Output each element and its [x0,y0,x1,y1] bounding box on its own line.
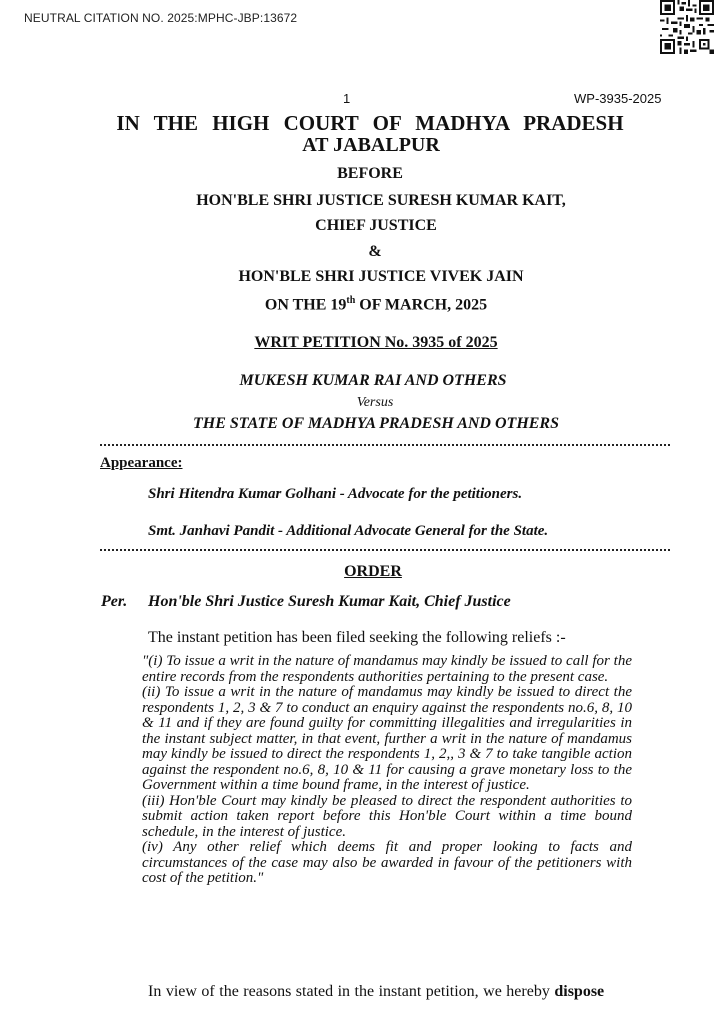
page-number: 1 [343,91,351,106]
relief-item: (iv) Any other relief which deems fit and proper looking to facts and circumstances of the case may also be awarded in favour of the petitioners with cost of the petition." [142,839,632,886]
date-superscript: th [346,295,356,306]
appearance-heading: Appearance: [100,455,183,471]
case-reference: WP-3935-2025 [574,91,662,106]
neutral-citation: NEUTRAL CITATION NO. 2025:MPHC-JBP:13672 [24,11,298,25]
relief-item: (iii) Hon'ble Court may kindly be pleased to direct the respondent authorities to submit action taken report before this Hon'ble Court within a time bound schedule, in the interest of justice. [142,792,632,840]
closing-bold-word: dispose [554,983,605,1000]
petitioner-name: MUKESH KUMAR RAI AND OTHERS [239,372,507,389]
date-suffix: OF MARCH, 2025 [355,296,488,314]
judge-1-title: CHIEF JUSTICE [315,217,437,234]
case-title: WRIT PETITION No. 3935 of 2025 [254,334,498,351]
respondent-name: THE STATE OF MADHYA PRADESH AND OTHERS [192,415,559,432]
per-judge: Hon'ble Shri Justice Suresh Kumar Kait, Chief Justice [148,593,511,610]
dotted-divider [100,549,670,551]
ampersand: & [368,243,382,260]
hearing-date [13,295,726,314]
closing-text: In view of the reasons stated in the instant petition, we hereby [148,983,555,1000]
judge-1-name: HON'BLE SHRI JUSTICE SURESH KUMAR KAIT, [196,192,566,209]
relief-item: (ii) To issue a writ in the nature of mandamus may kindly be issued to direct the respondents 1, 2, 3 & 7 to conduct an enquiry against the respondents no.6, 8, 10 & 11 and if they are found guilty for committing illegalities and irregularities in the instant subject matter, in that event, further a writ in the nature of mandamus may kindly be issued to direct the respondents 1, 2,, 3 & 7 to take tangible action against the respondent no.6, 8, 10 & 11 for causing a grave monetary loss to the Government within a time bound frame, in the interest of justice. [142,684,632,793]
intro-paragraph: The instant petition has been filed seeking the following reliefs :- [148,629,566,646]
qr-code-icon [660,0,714,54]
dotted-divider [100,444,670,446]
versus-label: Versus [356,395,394,410]
advocate-state: Smt. Janhavi Pandit - Additional Advocate General for the State. [148,523,549,539]
advocate-petitioners: Shri Hitendra Kumar Golhani - Advocate for the petitioners. [148,486,523,502]
order-heading: ORDER [344,563,402,580]
date-prefix: ON THE 19 [264,296,347,314]
per-label: Per. [101,593,128,610]
reliefs-quote [142,654,632,887]
judge-2-name: HON'BLE SHRI JUSTICE VIVEK JAIN [238,268,524,285]
relief-item: "(i) To issue a writ in the nature of mandamus may kindly be issued to call for the entire records from the respondents authorities pertaining to the present case. [142,653,632,685]
closing-paragraph [148,983,604,1001]
before-label: BEFORE [337,165,403,182]
court-name: IN THE HIGH COURT OF MADHYA PRADESH [116,111,624,135]
court-location: AT JABALPUR [302,134,440,156]
